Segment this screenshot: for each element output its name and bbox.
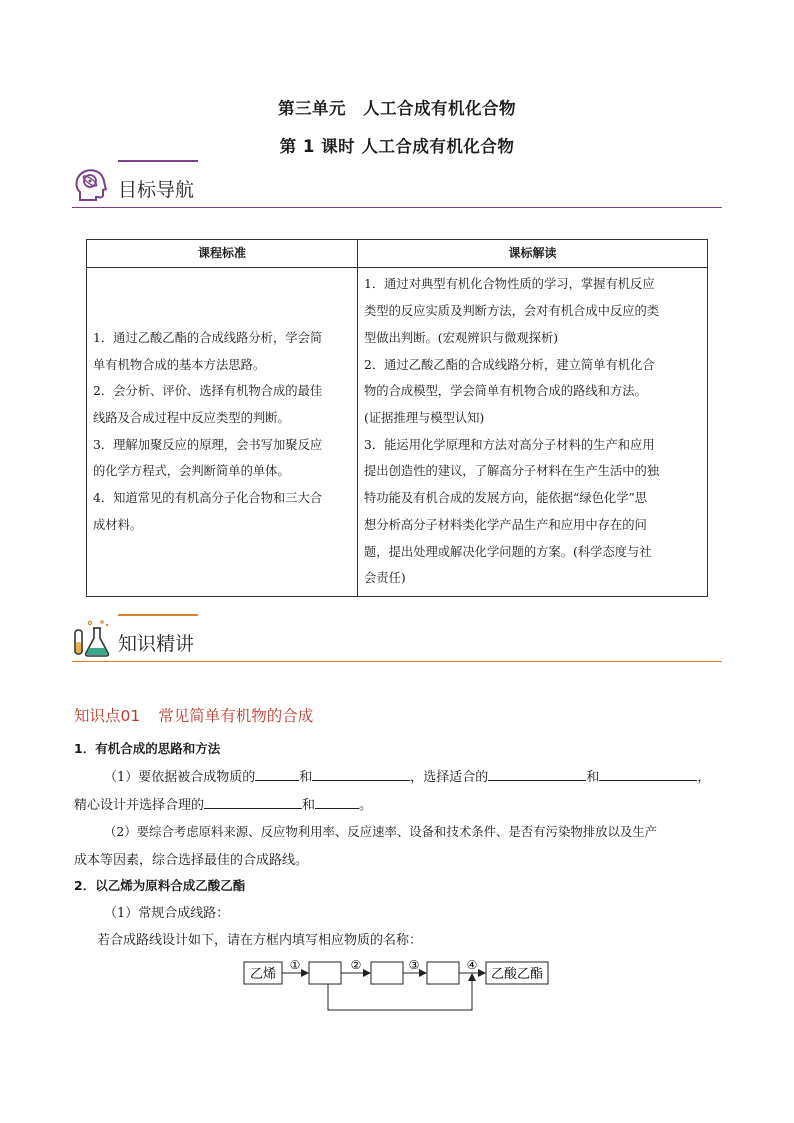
text-span: 和 bbox=[586, 770, 600, 785]
section-goal-label: 目标导航 bbox=[118, 179, 195, 201]
list-item: 3．理解加聚反应的原理，会书写加聚反应 bbox=[93, 437, 323, 452]
table-header-standard: 课程标准 bbox=[87, 240, 358, 268]
flow-branch-arrow bbox=[328, 974, 472, 1010]
text-span: （1）要依据被合成物质的 bbox=[104, 770, 256, 785]
flow-blank-box-1[interactable] bbox=[309, 962, 341, 984]
table-header-interpretation: 课标解读 bbox=[358, 240, 708, 268]
subheading-synthesis-method: 1．有机合成的思路和方法 bbox=[74, 741, 221, 756]
list-item: 类型的反应实质及判断方法，会对有机合成中反应的类 bbox=[364, 304, 660, 319]
flow-blank-box-2[interactable] bbox=[371, 962, 403, 984]
flow-step-3: ③ bbox=[408, 958, 420, 972]
flow-step-4: ④ bbox=[466, 958, 478, 972]
list-item: 题，提出处理或解决化学问题的方案。(科学态度与社 bbox=[364, 544, 652, 559]
list-item: 单有机物合成的基本方法思路。 bbox=[93, 357, 266, 372]
paragraph-2-line-1: （2）要综合考虑原料来源、反应物利用率、反应速率、设备和技术条件、是否有污染物排放以及生产 bbox=[104, 824, 658, 839]
page-title: 第三单元 人工合成有机化合物 bbox=[278, 99, 516, 118]
list-item: 会责任) bbox=[364, 571, 406, 586]
paragraph-2-line-2: 成本等因素，综合选择最佳的合成路线。 bbox=[74, 853, 309, 868]
section-knowledge-label: 知识精讲 bbox=[118, 633, 195, 655]
flow-end-box bbox=[486, 962, 548, 984]
list-item: 3．能运用化学原理和方法对高分子材料的生产和应用 bbox=[364, 437, 655, 452]
list-item: 1．通过对典型有机化合物性质的学习，掌握有机反应 bbox=[364, 277, 655, 292]
list-item: 型做出判断。(宏观辨识与微观探析) bbox=[364, 330, 559, 345]
flow-start-box bbox=[244, 962, 282, 984]
list-item: 1．通过乙酸乙酯的合成线路分析，学会简 bbox=[93, 330, 323, 345]
list-item: 2．通过乙酸乙酯的合成线路分析，建立简单有机化合 bbox=[364, 357, 655, 372]
text-span: ， bbox=[697, 770, 711, 785]
list-item: 成材料。 bbox=[93, 517, 143, 532]
list-item: 线路及合成过程中反应类型的判断。 bbox=[93, 411, 290, 425]
paragraph-4: 若合成路线设计如下，请在方框内填写相应物质的名称： bbox=[97, 933, 423, 948]
flow-end-label: 乙酸乙酯 bbox=[490, 967, 544, 982]
list-item: 物的合成模型，学会简单有机物合成的路线和方法。 bbox=[364, 384, 647, 399]
paragraph-3: （1）常规合成线路： bbox=[104, 906, 230, 921]
list-item: 的化学方程式，会判断简单的单体。 bbox=[93, 464, 290, 479]
flow-blank-box-3[interactable] bbox=[427, 962, 459, 984]
flow-step-1: ① bbox=[289, 958, 301, 972]
text-span: 。 bbox=[359, 798, 373, 813]
flow-start-label: 乙烯 bbox=[249, 967, 277, 982]
list-item: 4．知道常见的有机高分子化合物和三大合 bbox=[93, 491, 323, 506]
list-item: 特功能及有机合成的发展方向，能依据“绿色化学”思 bbox=[364, 491, 648, 506]
list-item: (证据推理与模型认知) bbox=[364, 411, 485, 425]
text-span: 精心设计并选择合理的 bbox=[74, 798, 205, 813]
subheading-ethylene-route: 2．以乙烯为原料合成乙酸乙酯 bbox=[74, 878, 246, 893]
knowledge-point-number: 知识点01 bbox=[74, 707, 141, 725]
text-span: 和 bbox=[302, 798, 316, 813]
lesson-title: 第 1 课时 人工合成有机化合物 bbox=[279, 137, 515, 156]
list-item: 2．会分析、评价、选择有机物合成的最佳 bbox=[93, 384, 323, 399]
list-item: 提出创造性的建议，了解高分子材料在生产生活中的独 bbox=[364, 464, 660, 479]
text-span: ，选择适合的 bbox=[410, 770, 489, 785]
text-span: 和 bbox=[299, 770, 313, 785]
knowledge-point-title: 常见简单有机物的合成 bbox=[158, 707, 314, 725]
list-item: 想分析高分子材料类化学产品生产和应用中存在的问 bbox=[364, 517, 647, 532]
flow-step-2: ② bbox=[350, 958, 362, 972]
